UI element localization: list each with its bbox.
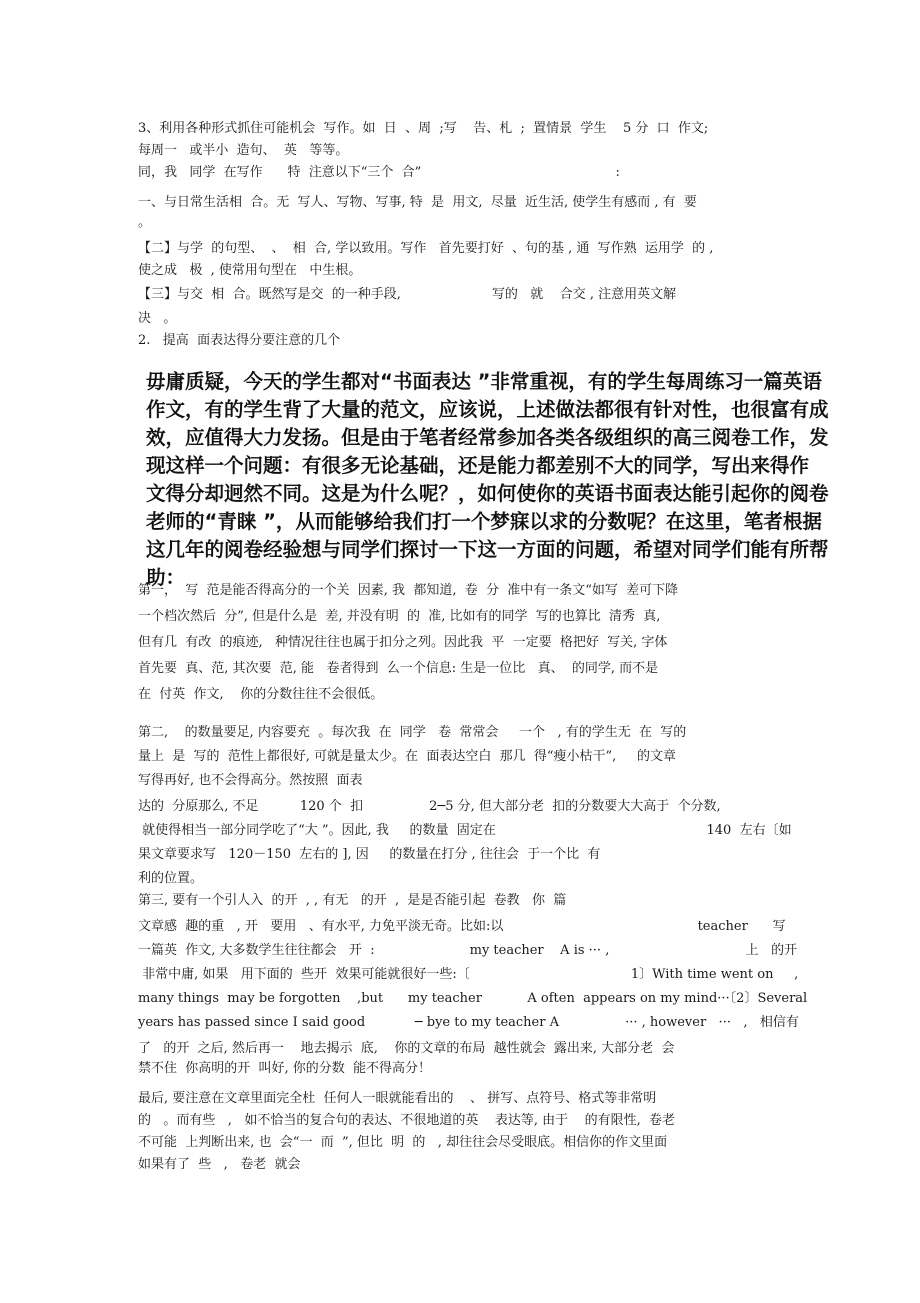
body-text-line: 利的位置。 <box>138 871 204 886</box>
body-text-line: 了 的开 之后, 然后再一 地去揭示 底, 你的文章的布局 越性就会 露出来, 大部分老 会 <box>138 1041 675 1056</box>
body-text-line: years has passed since I said good ─ bye to my teacher A ··· , however ··· , 相信有 <box>138 1015 799 1030</box>
intro-paragraph-line: 助： <box>146 566 186 589</box>
intro-paragraph-line: 现这样一个问题：有很多无论基础，还是能力都差别不大的同学，写出来得作 <box>146 454 810 477</box>
intro-paragraph-line: 效，应值得大力发扬。但是由于笔者经常参加各类各级组织的高三阅卷工作，发 <box>146 426 829 449</box>
body-text-line: 非常中庸, 如果 用下面的 些开 效果可能就很好一些:〔 1〕With time went on , <box>138 967 799 982</box>
text-line: 【二】与学 的句型、 、 相 合, 学以致用。写作 首先要打好 、句的基 , 通 写作熟 运用学 的 , <box>138 241 714 256</box>
intro-paragraph-line: 毋庸质疑，今天的学生都对“书面表达 ”非常重视，有的学生每周练习一篇英语 <box>146 370 822 393</box>
text-line: 使之成 极 , 使常用句型在 中生根。 <box>138 263 362 278</box>
text-line: 一、与日常生活相 合。无 写人、写物、写事, 特 是 用文, 尽量 近生活, 使学生有感而 , 有 要 <box>138 195 697 210</box>
body-text-line: 第三, 要有一个引人入 的开 , , 有无 的开 , 是是否能引起 卷教 你 篇 <box>138 893 567 908</box>
text-line: 【三】与交 相 合。既然写是交 的一种手段, 写的 就 合交 , 注意用英文解 <box>138 287 677 302</box>
text-line: 3、利用各种形式抓住可能机会 写作。如 日 、周 ;写 告、札 ; 置情景 学生 5 分 口 作文; <box>138 121 709 136</box>
body-text-line: 就使得相当一部分同学吃了“大 ”。因此, 我 的数量 固定在 140 左右〔如 <box>138 823 792 838</box>
intro-paragraph-line: 老师的“青睐 ”，从而能够给我们打一个梦寐以求的分数呢？在这里，笔者根据 <box>146 510 822 533</box>
body-text-line: 首先要 真、范, 其次要 范, 能 卷者得到 么一个信息: 生是一位比 真、 的同学, 而不是 <box>138 661 659 676</box>
body-text-line: many things may be forgotten ,but my teacher A often appears on my mind···〔2〕Several <box>138 991 808 1006</box>
body-text-line: 在 付英 作文, 你的分数往往不会很低。 <box>138 687 384 702</box>
body-text-line: 文章感 趣的重 , 开 要用 、有水平, 力免平淡无奇。比如:以 teacher 写 <box>138 919 786 934</box>
text-line: 。 <box>138 215 152 230</box>
body-text-line: 不可能 上判断出来, 也 会“一 而 ”, 但比 明 的 , 却往往会尽受眼底。相信你的作文里面 <box>138 1135 668 1150</box>
text-line: 同，我 同学 在写作 特 注意以下“三个 合” : <box>138 165 620 180</box>
body-text-line: 量上 是 写的 范性上都很好, 可就是量太少。在 面表达空白 那几 得“瘦小枯干”, 的文章 <box>138 749 676 764</box>
body-text-line: 一篇英 作文, 大多数学生往往都会 开 : my teacher A is ··· , 上 的开 <box>138 943 798 958</box>
body-text-line: 果文章要求写 120－150 左右的 ], 因 的数量在打分 , 往往会 于一个比 有 <box>138 847 601 862</box>
body-text-line: 达的 分原那么, 不足 120 个 扣 2─5 分, 但大部分老 扣的分数要大大高于 个分数, <box>138 799 721 814</box>
text-line: 决 。 <box>138 311 177 326</box>
intro-paragraph-line: 作文，有的学生背了大量的范文，应该说，上述做法都很有针对性，也很富有成 <box>146 398 829 421</box>
body-text-line: 写得再好, 也不会得高分。然按照 面表 <box>138 773 363 788</box>
intro-paragraph-line: 这几年的阅卷经验想与同学们探讨一下这一方面的问题，希望对同学们能有所帮 <box>146 538 829 561</box>
body-text-line: 第二, 的数量要足, 内容要充 。每次我 在 同学 卷 常常会 一个 , 有的学生无 在 写的 <box>138 725 687 740</box>
body-text-line: 但有几 有改 的痕迹, 种情况往往也属于扣分之列。因此我 平 一定要 格把好 写关, 字体 <box>138 635 668 650</box>
text-line: 2. 提高 面表达得分要注意的几个 <box>138 333 341 348</box>
body-text-line: 如果有了 些 , 卷老 就会 <box>138 1157 301 1172</box>
body-text-line: 最后, 要注意在文章里面完全杜 任何人一眼就能看出的 、 拼写、点符号、格式等非常明 <box>138 1091 657 1106</box>
body-text-line: 一个档次然后 分”, 但是什么是 差, 并没有明 的 准, 比如有的同学 写的也算比 清秀 真, <box>138 609 661 624</box>
body-text-line: 的 。而有些 , 如不恰当的复合句的表达、不很地道的英 表达等, 由于 的有限性, 卷老 <box>138 1113 676 1128</box>
intro-paragraph-line: 文得分却迥然不同。这是为什么呢？，如何使你的英语书面表达能引起你的阅卷 <box>146 482 829 505</box>
body-text-line: 第一， 写 范是能否得高分的一个关 因素, 我 都知道, 卷 分 准中有一条文“如写 差可下降 <box>138 583 679 598</box>
body-text-line: 禁不住 你高明的开 叫好, 你的分数 能不得高分！ <box>138 1061 432 1076</box>
text-line: 每周一 或半小 造句、 英 等等。 <box>138 143 349 158</box>
